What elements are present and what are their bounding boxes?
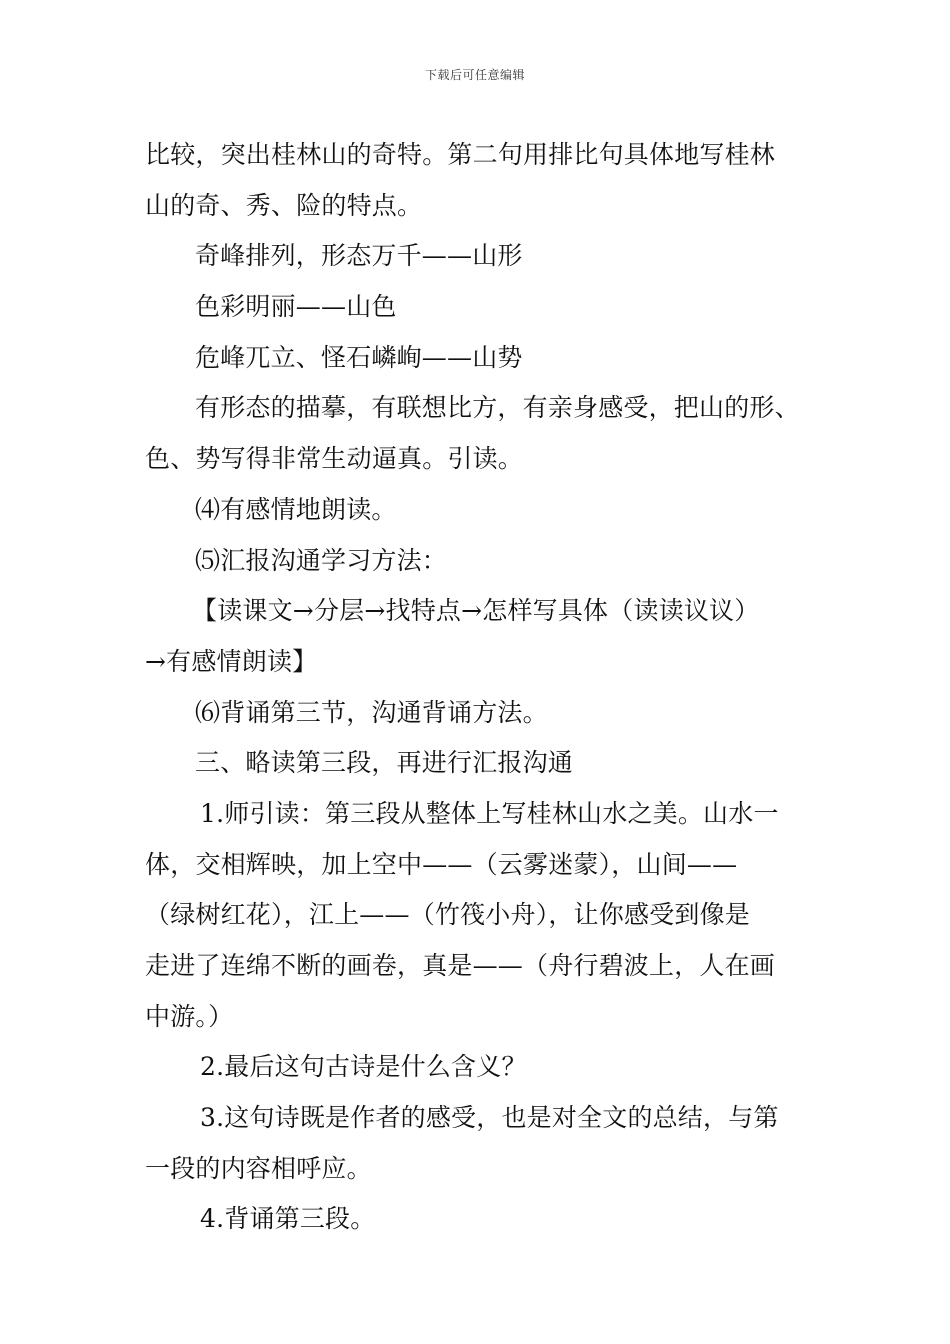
paragraph-line: 中游。） [145, 1001, 234, 1031]
paragraph-line: 2.最后这句古诗是什么含义？ [200, 1052, 527, 1082]
paragraph-line: 比较，突出桂林山的奇特。第二句用排比句具体地写桂林 [145, 140, 776, 169]
paragraph-line: （绿树红花），江上——（竹筏小舟），让你感受到像是 [145, 900, 751, 930]
paragraph-line: 体，交相辉映，加上空中——（云雾迷蒙），山间—— [145, 849, 738, 879]
paragraph-line: ⑸汇报沟通学习方法： [195, 545, 448, 575]
paragraph-line: 有形态的描摹，有联想比方，有亲身感受，把山的形、 [195, 393, 800, 423]
paragraph-line: 【读课文→分层→找特点→怎样写具体（读读议议） [192, 596, 760, 626]
paragraph-line: 色彩明丽——山色 [195, 292, 397, 322]
paragraph-line: 1.师引读：第三段从整体上写桂林山水之美。山水一 [200, 798, 779, 828]
paragraph-line: 一段的内容相呼应。 [145, 1153, 372, 1183]
paragraph-line: ⑷有感情地朗读。 [195, 494, 397, 524]
paragraph-line: ⑹背诵第三节，沟通背诵方法。 [195, 697, 548, 727]
paragraph-line: 走进了连绵不断的画卷，真是——（舟行碧波上，人在画 [145, 951, 776, 980]
paragraph-line: 4.背诵第三段。 [200, 1204, 376, 1234]
paragraph-line: 奇峰排列，形态万千——山形 [195, 241, 523, 271]
paragraph-line: →有感情朗读】 [145, 646, 318, 676]
paragraph-line: 山的奇、秀、险的特点。 [145, 190, 423, 220]
paragraph-line: 色、势写得非常生动逼真。引读。 [145, 444, 524, 474]
paragraph-line: 3.这句诗既是作者的感受，也是对全文的总结，与第 [200, 1103, 779, 1133]
page-header: 下载后可任意编辑 [424, 68, 525, 82]
section-heading: 三、略读第三段，再进行汇报沟通 [195, 748, 574, 778]
paragraph-line: 危峰兀立、怪石嶙峋——山势 [195, 342, 523, 372]
document-body [145, 130, 817, 1245]
